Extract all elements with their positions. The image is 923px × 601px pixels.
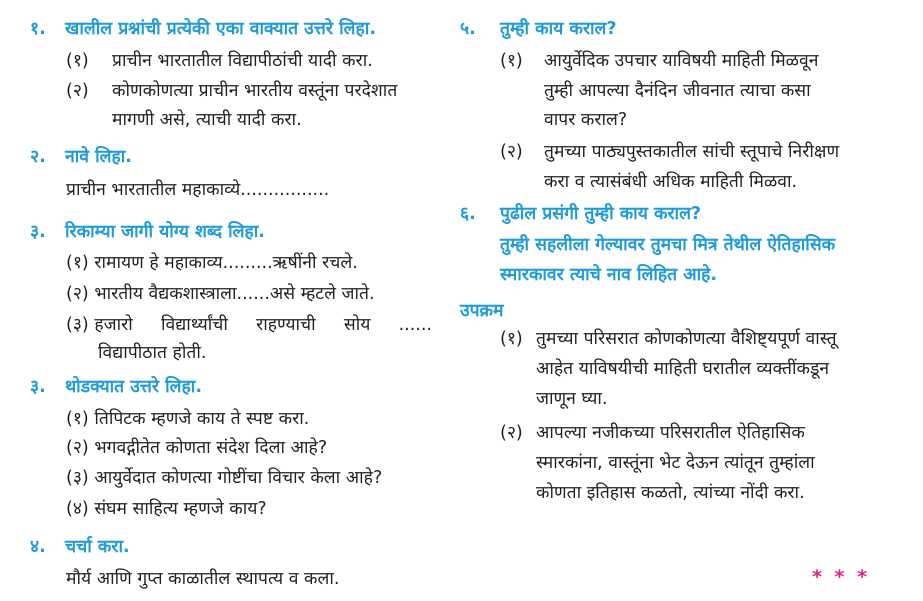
- word: (३) हजारो: [66, 315, 133, 335]
- word: सोय: [343, 315, 371, 335]
- question-heading: पुढील प्रसंगी तुम्ही काय कराल?: [500, 204, 702, 224]
- question-number: २.: [30, 147, 46, 167]
- item-text: तुमच्या परिसरात कोणकोणत्या वैशिष्ट्यपूर्ण वास्तू: [536, 329, 837, 349]
- item-number: (१): [66, 51, 89, 71]
- item-text: मौर्य आणि गुप्त काळातील स्थापत्य व कला.: [66, 569, 340, 589]
- item-number: (१): [500, 329, 523, 349]
- word: ......: [398, 315, 432, 335]
- item-text: जाणून घ्या.: [536, 389, 608, 409]
- item-text: (२) भगवद्गीतेत कोणता संदेश दिला आहे?: [66, 438, 328, 458]
- item-text: (१) तिपिटक म्हणजे काय ते स्पष्ट करा.: [66, 409, 310, 429]
- question-number: ४.: [30, 537, 46, 557]
- question-subheading: तुम्ही सहलीला गेल्यावर तुमचा मित्र तेथील ऐतिहासिक: [500, 235, 836, 255]
- item-number: (१): [500, 51, 523, 71]
- question-number: १.: [30, 19, 46, 39]
- item-text: वापर कराल?: [544, 110, 628, 130]
- item-text: (३) आयुर्वेदात कोणत्या गोष्टींचा विचार केला आहे?: [66, 468, 383, 488]
- question-heading: नावे लिहा.: [65, 147, 132, 167]
- question-heading: खालील प्रश्नांची प्रत्येकी एका वाक्यात उत्तरे लिहा.: [65, 19, 376, 39]
- item-text: आयुर्वेदिक उपचार याविषयी माहिती मिळवून: [544, 51, 819, 71]
- item-text-justified: [66, 317, 432, 335]
- activities-heading: उपक्रम: [460, 301, 504, 321]
- item-text: आहेत याविषयीची माहिती घरातील व्यक्तींकडून: [536, 359, 830, 379]
- item-text: करा व त्यासंबंधी अधिक माहिती मिळवा.: [544, 172, 798, 192]
- item-text: प्राचीन भारतातील विद्यापीठांची यादी करा.: [112, 51, 373, 71]
- item-text: (१) रामायण हे महाकाव्य.........ऋषींनी रचले.: [66, 253, 358, 273]
- item-number: (२): [500, 423, 523, 443]
- question-heading: रिकाम्या जागी योग्य शब्द लिहा.: [65, 222, 265, 242]
- question-number: ५.: [460, 19, 476, 39]
- item-text: कोणता इतिहास कळतो, त्यांच्या नोंदी करा.: [536, 483, 805, 503]
- item-text: प्राचीन भारतातील महाकाव्ये................: [66, 180, 330, 200]
- question-number: ३.: [30, 377, 46, 397]
- item-number: (२): [500, 142, 523, 162]
- item-text: तुम्ही आपल्या दैनंदिन जीवनात त्याचा कसा: [544, 81, 811, 101]
- end-stars: * * *: [812, 566, 871, 588]
- item-text: तुमच्या पाठ्यपुस्तकातील सांची स्तूपाचे निरीक्षण: [544, 142, 840, 162]
- item-text: मागणी असे, त्याची यादी करा.: [112, 110, 302, 130]
- word: राहण्याची: [256, 315, 316, 335]
- question-heading: चर्चा करा.: [65, 537, 130, 557]
- item-text: आपल्या नजीकच्या परिसरातील ऐतिहासिक: [536, 423, 805, 443]
- item-text: (२) भारतीय वैद्यकशास्त्राला......असे म्हटले जाते.: [66, 284, 375, 304]
- item-number: (२): [66, 81, 89, 101]
- question-heading: तुम्ही काय कराल?: [500, 19, 617, 39]
- word: विद्यार्थ्यांची: [161, 315, 228, 335]
- item-text: (४) संघम साहित्य म्हणजे काय?: [66, 499, 267, 519]
- item-text: विद्यापीठात होती.: [98, 343, 207, 363]
- question-subheading: स्मारकावर त्याचे नाव लिहित आहे.: [500, 265, 718, 285]
- question-heading: थोडक्यात उत्तरे लिहा.: [65, 377, 202, 397]
- question-number: ६.: [460, 204, 476, 224]
- question-number: ३.: [30, 222, 46, 242]
- item-text: स्मारकांना, वास्तूंना भेट देऊन त्यांतून तुम्हांला: [536, 453, 815, 473]
- item-text: कोणकोणत्या प्राचीन भारतीय वस्तूंना परदेशात: [112, 81, 398, 101]
